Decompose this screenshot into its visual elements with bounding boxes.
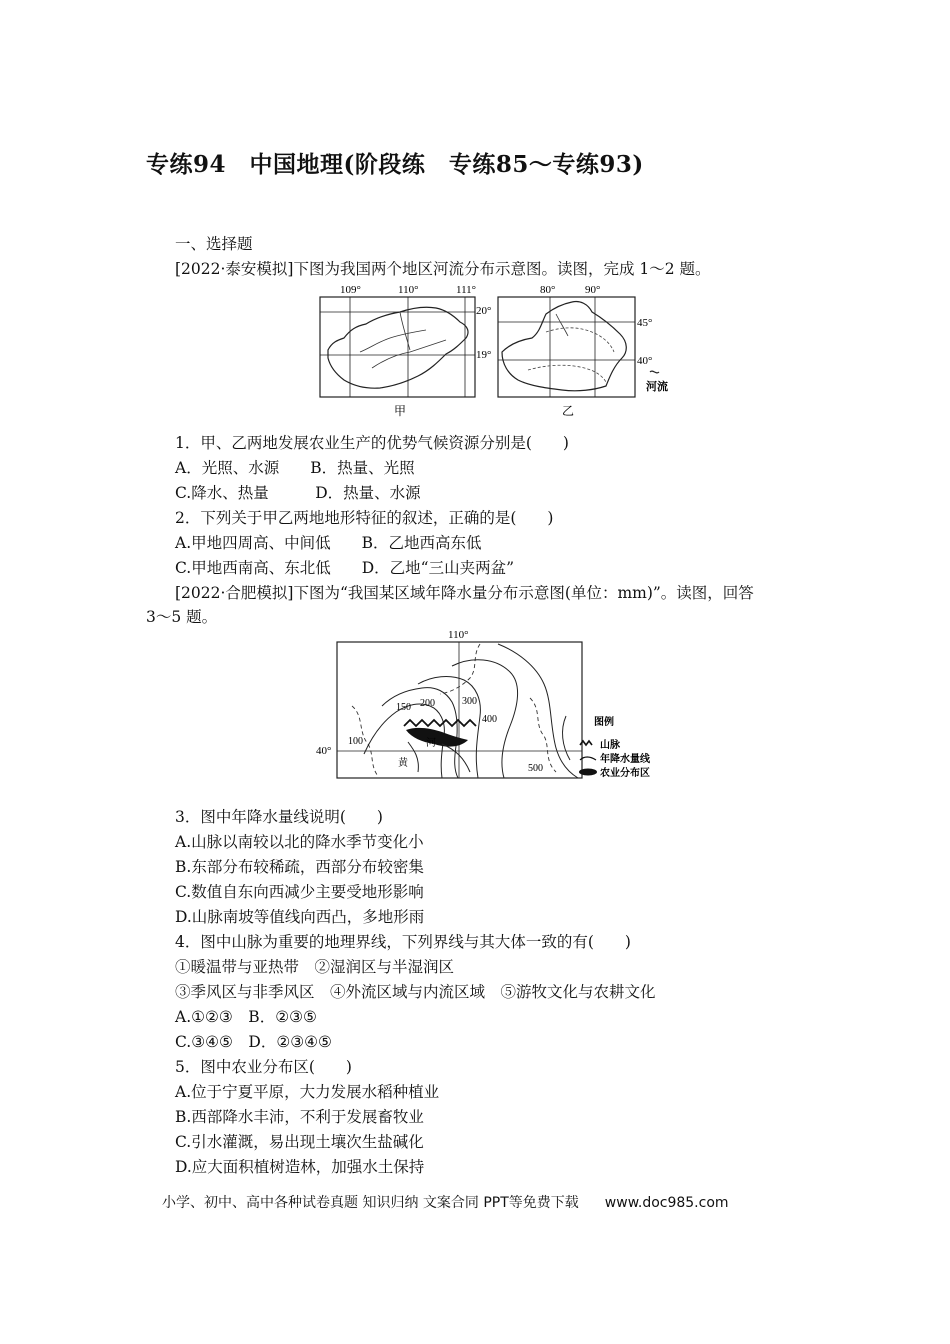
river-legend-icon bbox=[650, 371, 659, 373]
intro-q1-2: [2022·泰安模拟]下图为我国两个地区河流分布示意图。读图，完成 1～2 题。 bbox=[175, 260, 711, 278]
q4-items-row2: ③季风区与非季风区 ④外流区域与内流区域 ⑤游牧文化与农耕文化 bbox=[175, 983, 656, 1001]
mountain-range bbox=[404, 720, 476, 726]
lat-label: 40° bbox=[316, 745, 332, 757]
q5-stem: 5．图中农业分布区( ) bbox=[175, 1058, 352, 1076]
q2-options-row2: C.甲地西南高、东北低 D．乙地“三山夹两盆” bbox=[175, 559, 515, 577]
q3-stem: 3．图中年降水量线说明( ) bbox=[175, 808, 383, 826]
yi-caption: 乙 bbox=[562, 404, 575, 418]
river-map-figure bbox=[310, 282, 680, 422]
q3-option: A.山脉以南较以北的降水季节变化小 bbox=[175, 833, 424, 851]
river-char: 黄 bbox=[398, 758, 408, 769]
map2-legend bbox=[579, 715, 651, 779]
lon-label: 110° bbox=[448, 629, 469, 641]
q4-stem: 4．图中山脉为重要的地理界线，下列界线与其大体一致的有( ) bbox=[175, 933, 631, 951]
jia-caption: 甲 bbox=[394, 404, 407, 418]
q2-options-row1: A.甲地四周高、中间低 B．乙地西高东低 bbox=[175, 534, 482, 552]
precipitation-map-figure bbox=[312, 626, 672, 786]
q2-stem: 2．下列关于甲乙两地地形特征的叙述，正确的是( ) bbox=[175, 509, 554, 527]
agriculture-legend-icon bbox=[579, 769, 597, 776]
map-jia bbox=[320, 284, 491, 418]
map-yi bbox=[498, 284, 668, 418]
q4-items-row1: ①暖温带与亚热带 ②湿润区与半湿润区 bbox=[175, 958, 455, 976]
contour-label: 200 bbox=[420, 698, 435, 709]
yi-lat-label: 40° bbox=[637, 355, 653, 367]
river-legend-label: 河流 bbox=[646, 381, 668, 393]
jia-lon-label: 110° bbox=[398, 284, 419, 296]
q1-stem: 1．甲、乙两地发展农业生产的优势气候资源分别是( ) bbox=[175, 434, 569, 452]
page-footer bbox=[162, 1192, 729, 1212]
river-char: 河 bbox=[426, 738, 436, 749]
q1-options-row1: A．光照、水源 B．热量、光照 bbox=[175, 459, 415, 477]
q4-options-row2: C.③④⑤ D．②③④⑤ bbox=[175, 1033, 332, 1051]
legend-contour: 年降水量线 bbox=[600, 754, 650, 765]
contour-label: 500 bbox=[528, 763, 543, 774]
contour-label: 300 bbox=[462, 696, 477, 707]
q3-option: D.山脉南坡等值线向西凸，多地形雨 bbox=[175, 908, 425, 926]
intro-q3-5: [2022·合肥模拟]下图为“我国某区域年降水量分布示意图(单位：mm)”。读图，回答 bbox=[175, 584, 754, 602]
legend-mountain: 山脉 bbox=[600, 740, 620, 751]
footer-text: 小学、初中、高中各种试卷真题 知识归纳 文案合同 PPT等免费下载 bbox=[162, 1195, 579, 1211]
yi-lat-label: 45° bbox=[637, 317, 653, 329]
jia-lat-label: 19° bbox=[476, 349, 492, 361]
q3-option: C.数值自东向西减少主要受地形影响 bbox=[175, 883, 424, 901]
yi-lon-label: 80° bbox=[540, 284, 556, 296]
q5-option: A.位于宁夏平原，大力发展水稻种植业 bbox=[175, 1083, 440, 1101]
q5-option: D.应大面积植树造林，加强水土保持 bbox=[175, 1158, 425, 1176]
yi-lon-label: 90° bbox=[585, 284, 601, 296]
contour-label: 400 bbox=[482, 714, 497, 725]
q4-options-row1: A.①②③ B．②③⑤ bbox=[175, 1008, 317, 1026]
q3-option: B.东部分布较稀疏，西部分布较密集 bbox=[175, 858, 424, 876]
jia-lon-label: 111° bbox=[456, 284, 477, 296]
jia-lon-label: 109° bbox=[340, 284, 361, 296]
section-heading: 一、选择题 bbox=[175, 235, 253, 253]
q5-option: C.引水灌溉，易出现土壤次生盐碱化 bbox=[175, 1133, 424, 1151]
jia-lat-label: 20° bbox=[476, 305, 492, 317]
footer-url[interactable]: www.doc985.com bbox=[604, 1195, 729, 1211]
legend-title: 图例 bbox=[594, 717, 614, 728]
q5-option: B.西部降水丰沛，不利于发展畜牧业 bbox=[175, 1108, 424, 1126]
contour-label: 100 bbox=[348, 736, 363, 747]
contour-label: 150 bbox=[396, 702, 411, 713]
legend-agriculture: 农业分布区 bbox=[600, 768, 650, 779]
intro-q3-5-cont: 3～5 题。 bbox=[146, 608, 218, 626]
q1-options-row2: C.降水、热量 D．热量、水源 bbox=[175, 484, 421, 502]
page-title: 专练94 中国地理(阶段练 专练85～专练93) bbox=[146, 151, 644, 178]
